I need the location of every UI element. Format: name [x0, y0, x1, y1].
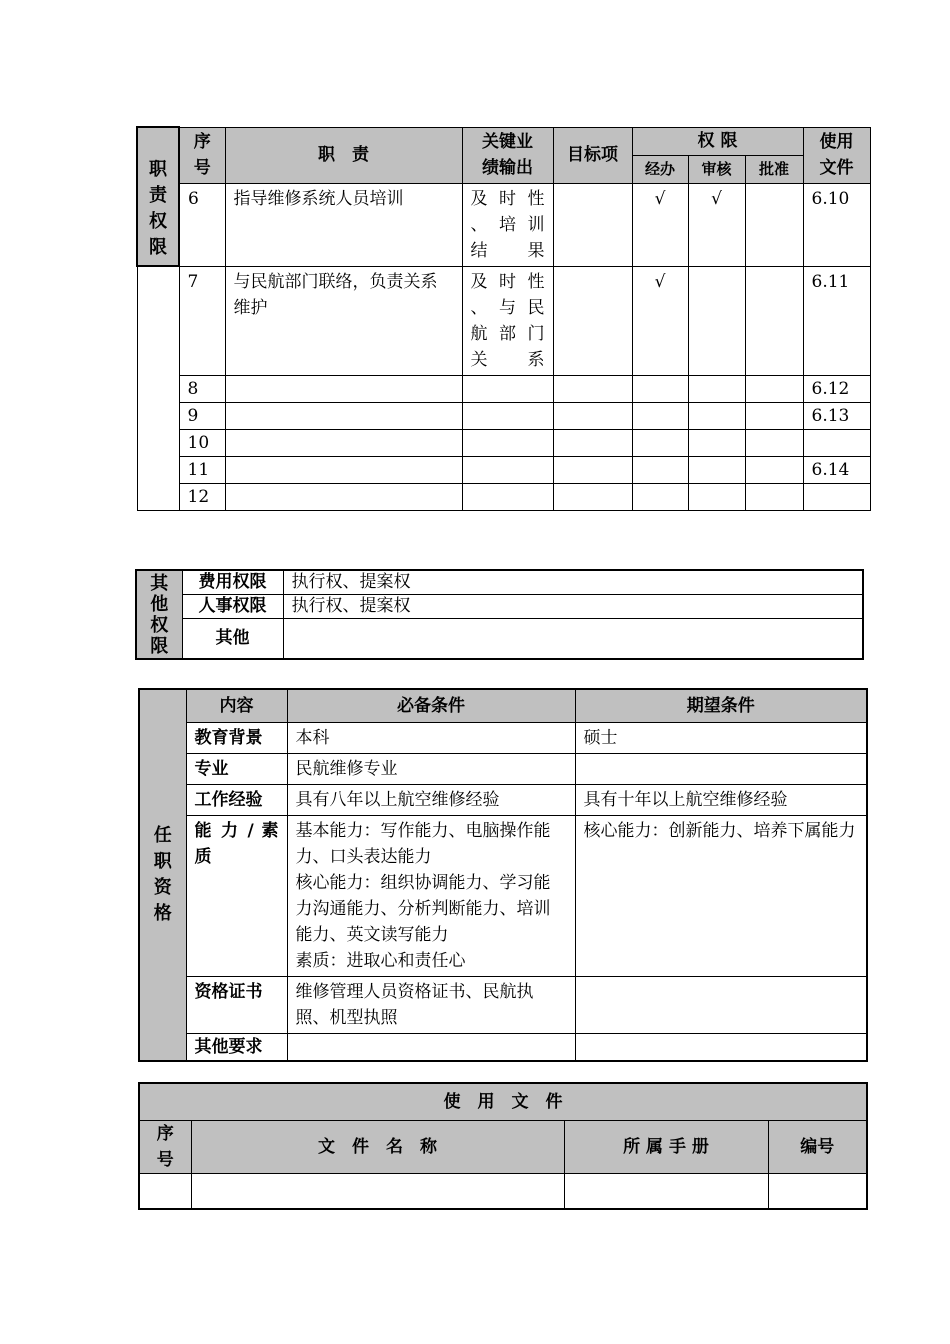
row-kpi: 及 时 性 、 培 训结果 — [462, 183, 553, 266]
row-kpi — [462, 483, 553, 510]
table-row — [139, 1173, 867, 1209]
row-review — [688, 402, 745, 429]
doc-name — [191, 1173, 564, 1209]
header-duty: 职 责 — [225, 127, 462, 183]
authority-value: 执行权、提案权 — [283, 594, 863, 618]
table-row — [139, 976, 867, 1033]
row-kpi — [462, 429, 553, 456]
table-row — [139, 784, 867, 815]
row-seq: 6 — [179, 183, 225, 266]
qualification-expected: 核心能力：创新能力、培养下属能力 — [575, 815, 867, 976]
row-duty — [225, 402, 462, 429]
row-seq: 9 — [179, 402, 225, 429]
row-seq: 11 — [179, 456, 225, 483]
row-review — [688, 266, 745, 375]
row-kpi — [462, 402, 553, 429]
row-target — [553, 375, 632, 402]
table-row — [137, 183, 870, 266]
row-duty — [225, 456, 462, 483]
table-row — [137, 375, 870, 402]
row-doc: 6.14 — [803, 456, 870, 483]
doc-seq — [139, 1173, 191, 1209]
qualification-label: 资格证书 — [186, 976, 287, 1033]
qualification-expected — [575, 753, 867, 784]
table-row — [139, 753, 867, 784]
header-doc-name: 文 件 名 称 — [191, 1120, 564, 1173]
row-review: √ — [688, 183, 745, 266]
header-expected: 期望条件 — [575, 689, 867, 722]
header-content: 内容 — [186, 689, 287, 722]
row-doc — [803, 483, 870, 510]
duties-side-blank — [137, 266, 179, 510]
row-approve — [745, 375, 803, 402]
row-handle — [632, 483, 688, 510]
row-doc: 6.12 — [803, 375, 870, 402]
table-row — [137, 402, 870, 429]
row-kpi: 及 时 性 、 与 民 航 部 门关系 — [462, 266, 553, 375]
qualification-required: 基本能力：写作能力、电脑操作能力、口头表达能力 核心能力：组织协调能力、学习能力沟通能力、分析判断能力、培训能力、英文读写能力 素质：进取心和责任心 — [287, 815, 575, 976]
row-seq: 10 — [179, 429, 225, 456]
row-target — [553, 183, 632, 266]
other-authority-table — [135, 569, 864, 660]
qualification-label: 能 力 / 素质 — [186, 815, 287, 976]
table-row — [139, 1033, 867, 1061]
row-seq: 7 — [179, 266, 225, 375]
table-row — [137, 483, 870, 510]
qualification-required: 维修管理人员资格证书、民航执照、机型执照 — [287, 976, 575, 1033]
duties-table — [136, 126, 871, 511]
header-required: 必备条件 — [287, 689, 575, 722]
row-handle — [632, 375, 688, 402]
authority-label: 人事权限 — [182, 594, 283, 618]
row-duty: 指导维修系统人员培训 — [225, 183, 462, 266]
qualification-required: 本科 — [287, 722, 575, 753]
qualification-label: 工作经验 — [186, 784, 287, 815]
qualification-required: 民航维修专业 — [287, 753, 575, 784]
authority-label: 其他 — [182, 618, 283, 659]
header-authority: 权 限 — [632, 127, 803, 155]
row-doc: 6.11 — [803, 266, 870, 375]
header-doc-number: 编号 — [768, 1120, 867, 1173]
row-doc: 6.10 — [803, 183, 870, 266]
doc-manual — [564, 1173, 768, 1209]
header-review: 审核 — [688, 155, 745, 183]
row-target — [553, 429, 632, 456]
row-seq: 8 — [179, 375, 225, 402]
header-target: 目标项 — [553, 127, 632, 183]
row-target — [553, 456, 632, 483]
header-doc-manual: 所 属 手 册 — [564, 1120, 768, 1173]
row-handle: √ — [632, 183, 688, 266]
duties-side-label: 职 责 权 限 — [137, 127, 179, 266]
row-kpi — [462, 456, 553, 483]
row-duty — [225, 429, 462, 456]
qualification-required — [287, 1033, 575, 1061]
table-row — [139, 815, 867, 976]
row-doc: 6.13 — [803, 402, 870, 429]
qualifications-table — [138, 688, 868, 1062]
other-authority-side-label: 其 他 权 限 — [136, 570, 182, 659]
row-handle: √ — [632, 266, 688, 375]
table-row — [137, 266, 870, 375]
qualification-required: 具有八年以上航空维修经验 — [287, 784, 575, 815]
row-approve — [745, 266, 803, 375]
row-target — [553, 266, 632, 375]
header-handle: 经办 — [632, 155, 688, 183]
row-review — [688, 456, 745, 483]
qualification-expected — [575, 976, 867, 1033]
header-seq: 序 号 — [179, 127, 225, 183]
authority-label: 费用权限 — [182, 570, 283, 594]
qualification-expected — [575, 1033, 867, 1061]
row-doc — [803, 429, 870, 456]
table-row — [137, 429, 870, 456]
row-approve — [745, 402, 803, 429]
doc-number — [768, 1173, 867, 1209]
table-row — [139, 722, 867, 753]
header-docs: 使用 文件 — [803, 127, 870, 183]
qualification-label: 教育背景 — [186, 722, 287, 753]
authority-value — [283, 618, 863, 659]
row-handle — [632, 456, 688, 483]
row-review — [688, 483, 745, 510]
row-seq: 12 — [179, 483, 225, 510]
qualification-expected: 具有十年以上航空维修经验 — [575, 784, 867, 815]
row-approve — [745, 456, 803, 483]
qualification-expected: 硕士 — [575, 722, 867, 753]
row-approve — [745, 483, 803, 510]
authority-value: 执行权、提案权 — [283, 570, 863, 594]
row-handle — [632, 429, 688, 456]
documents-title: 使 用 文 件 — [139, 1083, 867, 1120]
row-duty — [225, 375, 462, 402]
row-review — [688, 375, 745, 402]
row-duty — [225, 483, 462, 510]
qualifications-side-label: 任 职 资 格 — [139, 689, 186, 1061]
header-doc-seq: 序 号 — [139, 1120, 191, 1173]
table-row — [137, 456, 870, 483]
qualification-label: 其他要求 — [186, 1033, 287, 1061]
row-approve — [745, 429, 803, 456]
row-handle — [632, 402, 688, 429]
row-approve — [745, 183, 803, 266]
header-kpi: 关键业 绩输出 — [462, 127, 553, 183]
row-target — [553, 483, 632, 510]
row-duty: 与民航部门联络，负责关系维护 — [225, 266, 462, 375]
qualification-label: 专业 — [186, 753, 287, 784]
documents-table — [138, 1082, 868, 1210]
row-target — [553, 402, 632, 429]
row-review — [688, 429, 745, 456]
header-approve: 批准 — [745, 155, 803, 183]
row-kpi — [462, 375, 553, 402]
